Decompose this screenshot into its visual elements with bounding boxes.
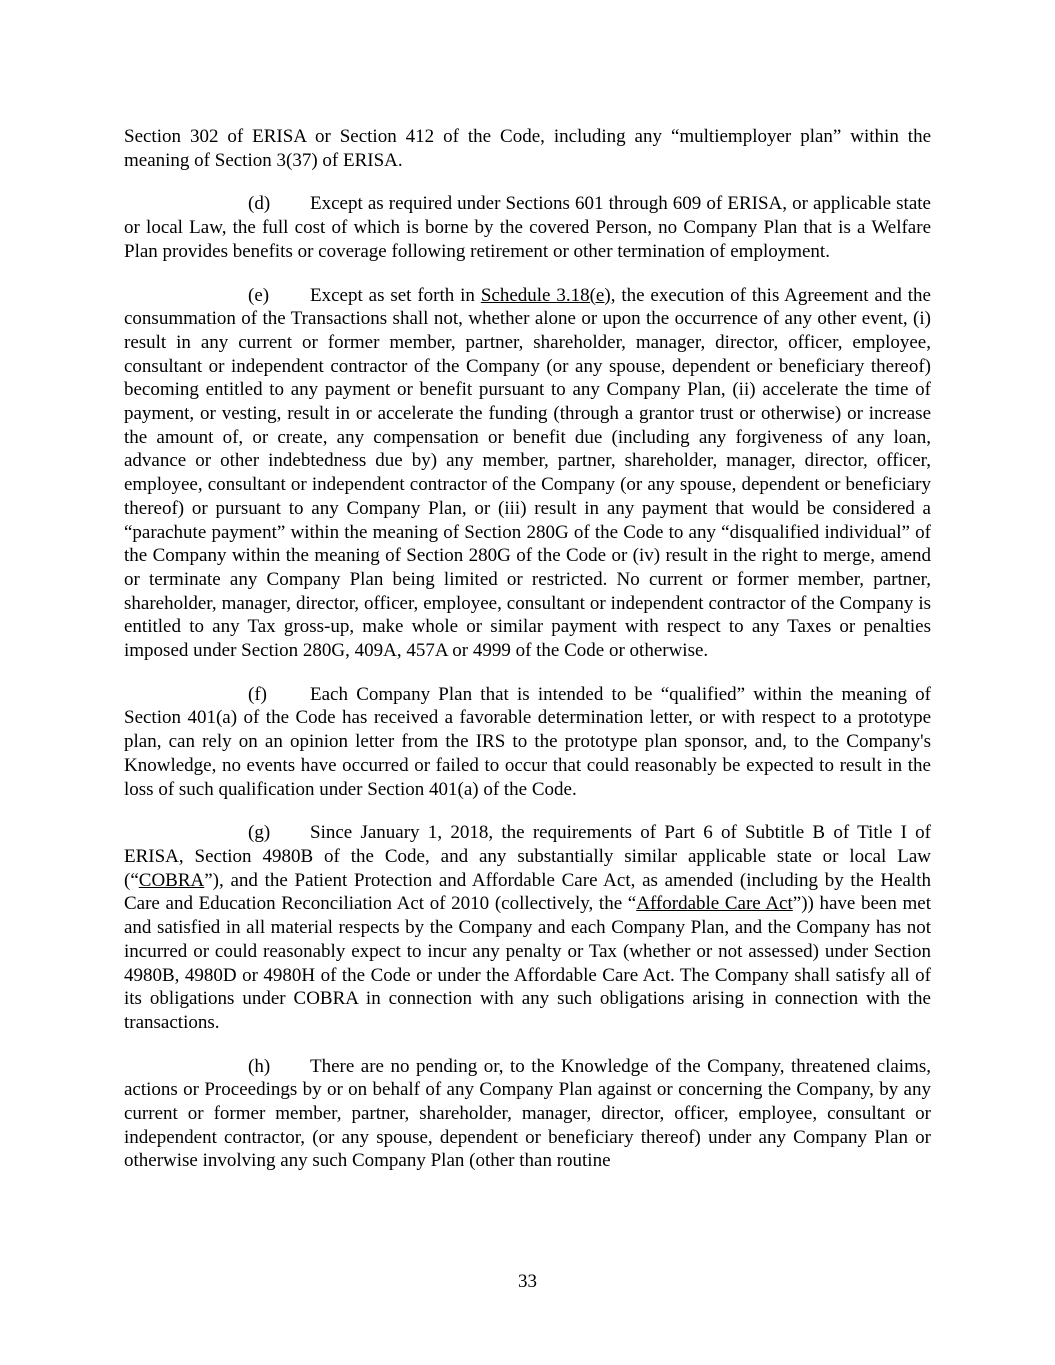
defined-term-affordable-care-act: Affordable Care Act	[636, 893, 793, 915]
paragraph-e	[124, 284, 931, 663]
paragraph-text: , the execution of this Agreement and the consummation of the Transactions shall not, whether alone or upon the occurrence of any other event, (i) result in any current or former member, partner, shareholder, manager, director, officer, employee, consultant or independent contractor of the Company (or any spouse, dependent or beneficiary thereof) becoming entitled to any payment or benefit pursuant to any Company Plan, (ii) accelerate the time of payment, or vesting, result in or accelerate the funding (through a grantor trust or otherwise) or increase the amount of, or create, any compensation or benefit due (including any forgiveness of any loan, advance or other indebtedness due by) any member, partner, shareholder, manager, director, officer, employee, consultant or independent contractor of the Company (or any spouse, dependent or beneficiary thereof) or pursuant to any Company Plan, or (iii) result in any payment that would be considered a “parachute payment” within the meaning of Section 280G of the Code to any “disqualified individual” of the Company within the meaning of Section 280G of the Code or (iv) result in the right to merge, amend or terminate any Company Plan being limited or restricted. No current or former member, partner, shareholder, manager, director, officer, employee, consultant or independent contractor of the Company is entitled to any Tax gross-up, make whole or similar payment with respect to any Taxes or penalties imposed under Section 280G, 409A, 457A or 4999 of the Code or otherwise.	[124, 284, 931, 662]
paragraph-f	[124, 683, 931, 802]
paragraph-label: (d)	[248, 193, 271, 215]
defined-term-cobra: COBRA	[138, 869, 205, 891]
paragraph-text: Each Company Plan that is intended to be “qualified” within the meaning of Section 401(a) of the Code has received a favorable determination letter, or with respect to a prototype plan, can rely on an opinion letter from the IRS to the prototype plan sponsor, and, to the Company's Knowledge, no events have occurred or failed to occur that could reasonably be expected to result in the loss of such qualification under Section 401(a) of the Code.	[124, 683, 931, 800]
paragraph-label: (e)	[248, 284, 270, 306]
paragraph-text: Section 302 of ERISA or Section 412 of the Code, including any “multiemployer plan” within the meaning of Section 3(37) of ERISA.	[124, 126, 931, 171]
paragraph-label: (f)	[248, 683, 267, 705]
paragraph-d	[124, 192, 931, 263]
paragraph-g	[124, 821, 931, 1034]
paragraph-text: Except as set forth in	[310, 284, 481, 306]
paragraph-label: (h)	[248, 1055, 271, 1077]
paragraph-text: Except as required under Sections 601 through 609 of ERISA, or applicable state or local Law, the full cost of which is borne by the covered Person, no Company Plan that is a Welfare Plan provides benefits or coverage following retirement or other termination of employment.	[124, 193, 931, 262]
document-page	[124, 125, 931, 1193]
page-number: 33	[518, 1271, 537, 1292]
paragraph-text: Since January 1, 2018, the requirements of Part 6 of Subtitle B of Title I of ERISA, Section 4980B of the Code, and any substantially similar applicable state or local Law (“	[124, 822, 931, 891]
paragraph-h	[124, 1055, 931, 1174]
paragraph-text: There are no pending or, to the Knowledge of the Company, threatened claims, actions or Proceedings by or on behalf of any Company Plan against or concerning the Company, by any current or former member, partner, shareholder, manager, director, officer, employee, consultant or independent contractor, (or any spouse, dependent or beneficiary thereof) under any Company Plan or otherwise involving any such Company Plan (other than routine	[124, 1055, 931, 1172]
schedule-reference: Schedule 3.18(e)	[480, 284, 611, 306]
paragraph-text: ”), and the Patient Protection and Affordable Care Act, as amended (including by the Health Care and Education Reconciliation Act of 2010 (collectively, the “	[124, 869, 931, 915]
paragraph-continuation	[124, 125, 931, 172]
paragraph-text: ”)) have been met and satisfied in all material respects by the Company and each Company Plan, and the Company has not incurred or could reasonably expect to incur any penalty or Tax (whether or not assessed) under Section 4980B, 4980D or 4980H of the Code or under the Affordable Care Act. The Company shall satisfy all of its obligations under COBRA in connection with any such obligations arising in connection with the transactions.	[124, 893, 931, 1033]
paragraph-label: (g)	[248, 822, 271, 844]
